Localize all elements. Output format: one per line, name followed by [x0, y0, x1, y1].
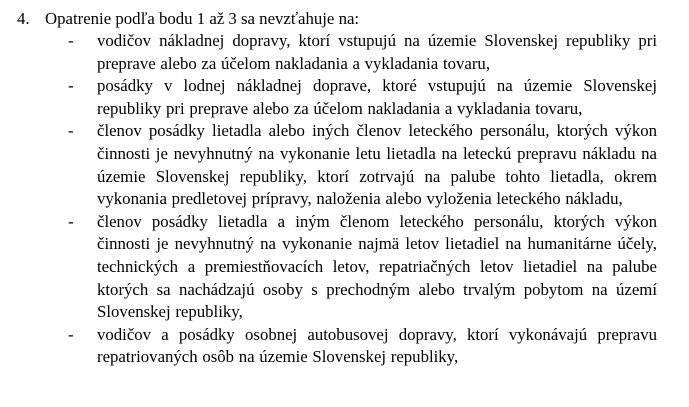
- item-heading: Opatrenie podľa bodu 1 až 3 sa nevzťahuje na:: [45, 9, 360, 28]
- bullet-text: členov posádky lietadla a iným členom leteckého personálu, ktorých výkon činnosti je nevyhnutný na vykonanie najmä letov lietadiel na humanitárne účely, technických a premiestňovacích letov, repatriačných letov lietadiel na palube ktorých sa nachádzajú osoby s prechodným alebo trvalým pobytom na území Slovenskej republiky,: [97, 211, 657, 322]
- dash-bullet: -: [68, 121, 74, 141]
- dash-bullet: -: [68, 211, 74, 231]
- list-item-truck-drivers: [0, 30, 689, 75]
- bullet-text: posádky v lodnej nákladnej doprave, ktoré vstupujú na územie Slovenskej republiky pri preprave alebo za účelom nakladania a vykladania tovaru,: [97, 76, 657, 118]
- list-item-bus-crews: [0, 324, 689, 369]
- list-item-4: [0, 8, 689, 30]
- dash-bullet: -: [68, 76, 74, 96]
- dash-bullet: -: [68, 31, 74, 50]
- bullet-text: členov posádky lietadla alebo iných členov leteckého personálu, ktorých výkon činnosti je nevyhnutný na vykonanie letu lietadla na leteckú prepravu nákladu na územie Slovenskej republiky, ktorí zotrvajú na palube tohto lietadla, okrem vykonania predletovej prípravy, naloženia alebo vyloženia leteckého nákladu,: [97, 121, 657, 209]
- bullet-text: vodičov nákladnej dopravy, ktorí vstupujú na územie Slovenskej republiky pri preprave alebo za účelom nakladania a vykladania tovaru,: [97, 31, 657, 73]
- list-item-aircraft-cargo-crews: [0, 120, 689, 210]
- bullet-text: vodičov a posádky osobnej autobusovej dopravy, ktorí vykonávajú prepravu repatriovaných osôb na územie Slovenskej republiky,: [97, 324, 657, 367]
- list-item-ship-crews: [0, 75, 689, 120]
- item-number: 4.: [17, 9, 30, 28]
- list-item-humanitarian-flight-crews: [0, 211, 689, 324]
- exemption-list: [0, 30, 689, 369]
- dash-bullet: -: [68, 324, 74, 344]
